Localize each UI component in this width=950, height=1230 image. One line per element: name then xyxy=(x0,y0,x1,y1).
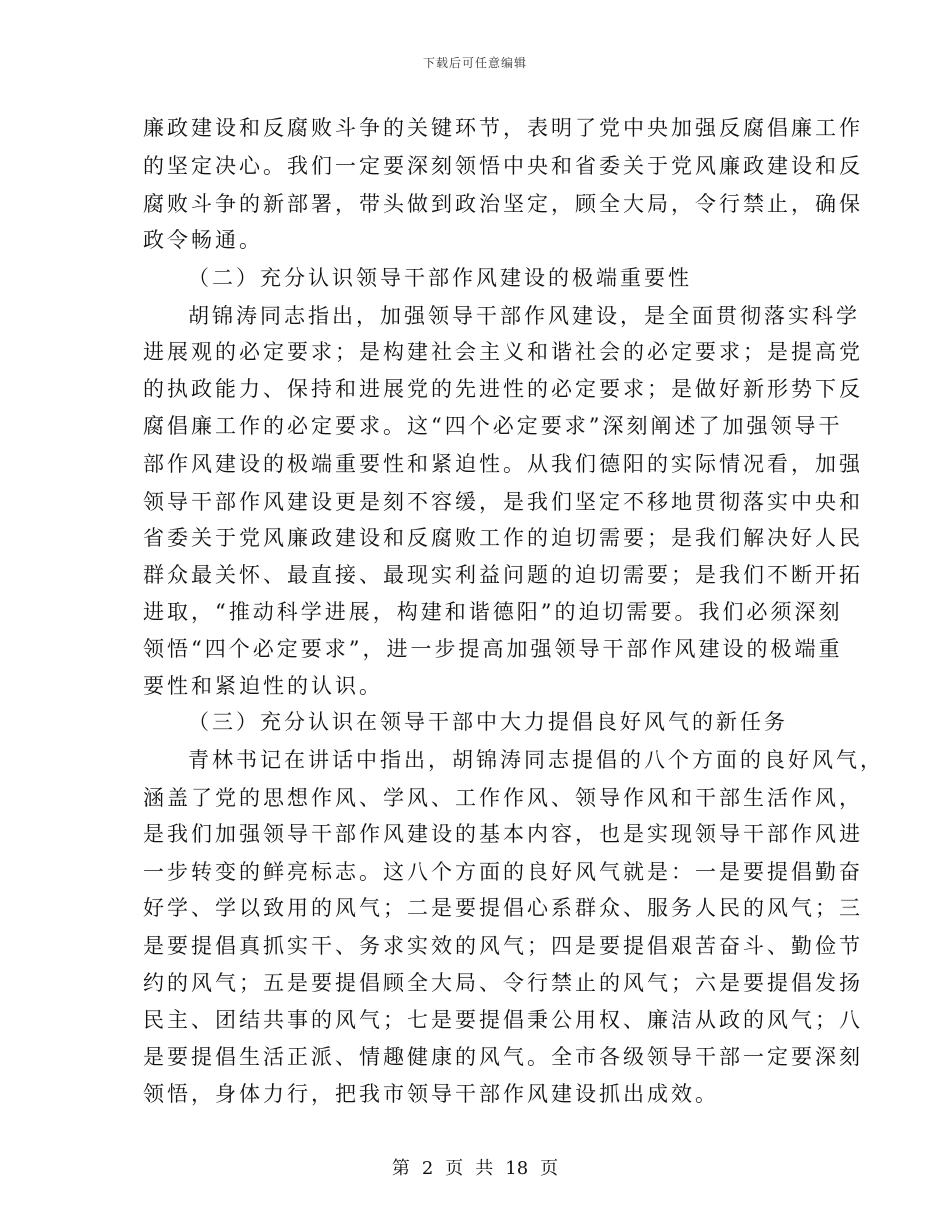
footer-label-gong: 共 xyxy=(475,1158,494,1179)
page-header: 下载后可任意编辑 xyxy=(422,56,527,70)
body-line: 的执政能力、保持和进展党的先进性的必定要求；是做好新形势下反 xyxy=(143,377,863,401)
body-line: 领悟“四个必定要求”，进一步提高加强领导干部作风建设的极端重 xyxy=(143,637,843,661)
body-line: 要性和紧迫性的认识。 xyxy=(143,674,383,698)
body-line: 是我们加强领导干部作风建设的基本内容，也是实现领导干部作风进 xyxy=(143,822,863,846)
body-line: 廉政建设和反腐败斗争的关键环节，表明了党中央加强反腐倡廉工作 xyxy=(143,116,863,140)
body-line: 青林书记在讲话中指出，胡锦涛同志提倡的八个方面的良好风气， xyxy=(188,748,884,772)
section-heading: （三）充分认识在领导干部中大力提倡良好风气的新任务 xyxy=(188,710,788,734)
body-line: 腐败斗争的新部署，带头做到政治坚定，顾全大局，令行禁止，确保 xyxy=(143,192,863,216)
body-line: 约的风气；五是要提倡顾全大局、令行禁止的风气；六是要提倡发扬 xyxy=(143,971,863,995)
body-line: 领导干部作风建设更是刻不容缓，是我们坚定不移地贯彻落实中央和 xyxy=(143,490,863,514)
body-line: 的坚定决心。我们一定要深刻领悟中央和省委关于党风廉政建设和反 xyxy=(143,154,863,178)
body-line: 胡锦涛同志指出，加强领导干部作风建设，是全面贯彻落实科学 xyxy=(188,304,860,328)
body-line: 好学、学以致用的风气；二是要提倡心系群众、服务人民的风气；三 xyxy=(143,896,863,920)
body-line: 领悟，身体力行，把我市领导干部作风建设抓出成效。 xyxy=(143,1082,719,1106)
footer-label-di: 第 xyxy=(391,1158,410,1179)
page-total: 18 xyxy=(505,1158,529,1179)
body-line: 进展观的必定要求；是构建社会主义和谐社会的必定要求；是提高党 xyxy=(143,340,863,364)
section-heading: （二）充分认识领导干部作风建设的极端重要性 xyxy=(188,266,692,290)
page-footer xyxy=(0,1154,950,1180)
body-line: 腐倡廉工作的必定要求。这“四个必定要求”深刻阐述了加强领导干 xyxy=(143,414,843,438)
body-line: 政令畅通。 xyxy=(143,228,263,252)
body-line: 进取，“推动科学进展，构建和谐德阳”的迫切需要。我们必须深刻 xyxy=(143,600,843,624)
body-line: 群众最关怀、最直接、最现实利益问题的迫切需要；是我们不断开拓 xyxy=(143,563,863,587)
body-line: 是要提倡生活正派、情趣健康的风气。全市各级领导干部一定要深刻 xyxy=(143,1045,863,1069)
footer-label-ye-end: 页 xyxy=(540,1158,559,1179)
footer-label-ye: 页 xyxy=(445,1158,464,1179)
body-line: 民主、团结共事的风气；七是要提倡秉公用权、廉洁从政的风气；八 xyxy=(143,1008,863,1032)
page-number: 2 xyxy=(421,1158,434,1179)
body-line: 部作风建设的极端重要性和紧迫性。从我们德阳的实际情况看，加强 xyxy=(143,452,863,476)
body-line: 省委关于党风廉政建设和反腐败工作的迫切需要；是我们解决好人民 xyxy=(143,526,863,550)
body-line: 一步转变的鲜亮标志。这八个方面的良好风气就是：一是要提倡勤奋 xyxy=(143,860,863,884)
body-line: 是要提倡真抓实干、务求实效的风气；四是要提倡艰苦奋斗、勤俭节 xyxy=(143,934,863,958)
body-line: 涵盖了党的思想作风、学风、工作作风、领导作风和干部生活作风， xyxy=(143,786,863,810)
